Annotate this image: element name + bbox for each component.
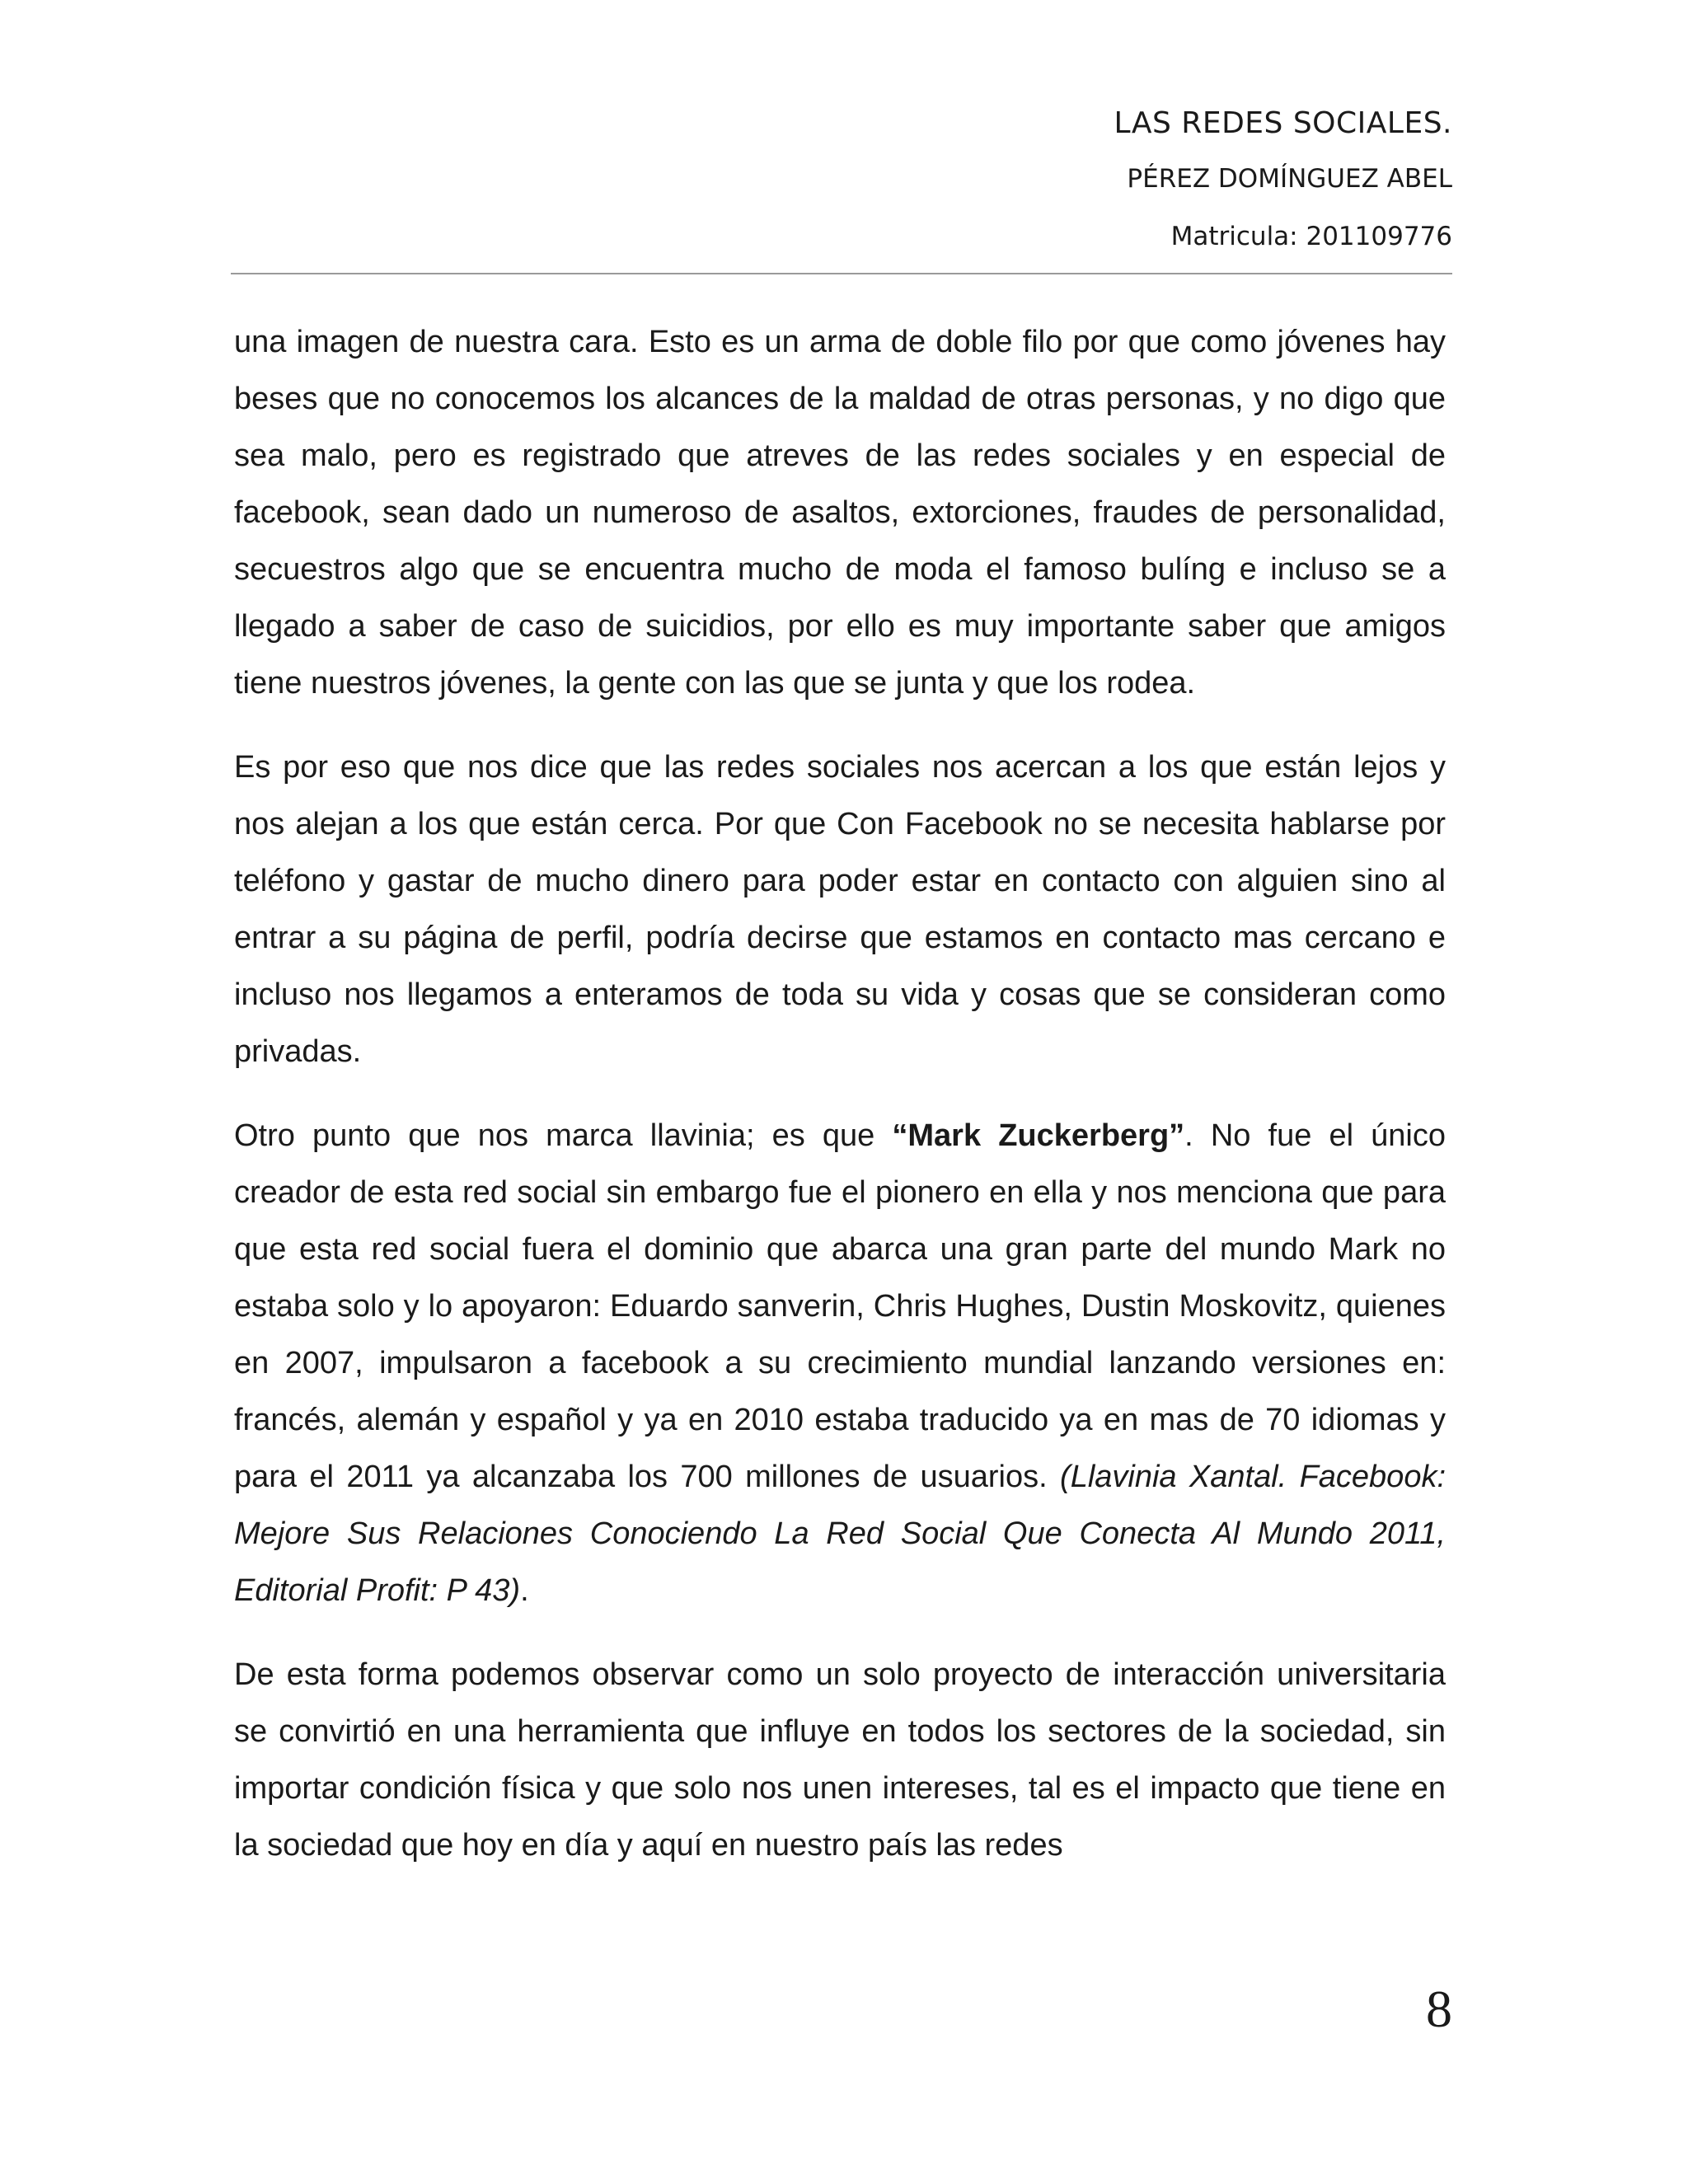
header-divider (231, 273, 1452, 274)
paragraph-3-end: . (520, 1573, 529, 1608)
citation: (Llavinia Xantal. Facebook: Mejore Sus Relaciones Conociendo La Red Social Que Conecta Al Mundo 2011, Editorial Profit: P 43) (234, 1460, 1447, 1608)
author-name: PÉREZ DOMÍNGUEZ ABEL (1127, 164, 1452, 194)
paragraph-3 (234, 1108, 1446, 1619)
body-text (234, 314, 1446, 1874)
page-number: 8 (1426, 1980, 1452, 2038)
paragraph-4: De esta forma podemos observar como un solo proyecto de interacción universitaria se convirtió en una herramienta que influye en todos los sectores de la sociedad, sin importar condición física y que solo nos unen intereses, tal es el impacto que tiene en la sociedad que hoy en día y aquí en nuestro país las redes (234, 1657, 1446, 1863)
paragraph-3-body: . No fue el único creador de esta red social sin embargo fue el pionero en ella y nos menciona que para que esta red social fuera el dominio que abarca una gran parte del mundo Mark no estaba solo y lo apoyaron: Eduardo sanverin, Chris Hughes, Dustin Moskovitz, quienes en 2007, impulsaron a facebook a su crecimiento mundial lanzando versiones en: francés, alemán y español y ya en 2010 estaba traducido ya en mas de 70 idiomas y para el 2011 ya alcanzaba los 700 millones de usuarios. (234, 1118, 1446, 1494)
student-id: Matricula: 201109776 (1170, 222, 1452, 251)
highlighted-name: “Mark Zuckerberg” (892, 1118, 1185, 1153)
paragraph-3-intro: Otro punto que nos marca llavinia; es que (234, 1118, 893, 1153)
paragraph-2: Es por eso que nos dice que las redes sociales nos acercan a los que están lejos y nos alejan a los que están cerca. Por que Con Facebook no se necesita hablarse por teléfono y gastar de mucho dinero para poder estar en contacto con alguien sino al entrar a su página de perfil, podría decirse que estamos en contacto mas cercano e incluso nos llegamos a enteramos de toda su vida y cosas que se consideran como privadas. (234, 750, 1446, 1069)
document-title: LAS REDES SOCIALES. (1114, 106, 1452, 140)
page-header (231, 97, 1452, 265)
paragraph-1: una imagen de nuestra cara. Esto es un arma de doble filo por que como jóvenes hay beses que no conocemos los alcances de la maldad de otras personas, y no digo que sea malo, pero es registrado que atreves de las redes sociales y en especial de facebook, sean dado un numeroso de asaltos, extorciones, fraudes de personalidad, secuestros algo que se encuentra mucho de moda el famoso bulíng e incluso se a llegado a saber de caso de suicidios, por ello es muy importante saber que amigos tiene nuestros jóvenes, la gente con las que se junta y que los rodea. (234, 325, 1446, 701)
